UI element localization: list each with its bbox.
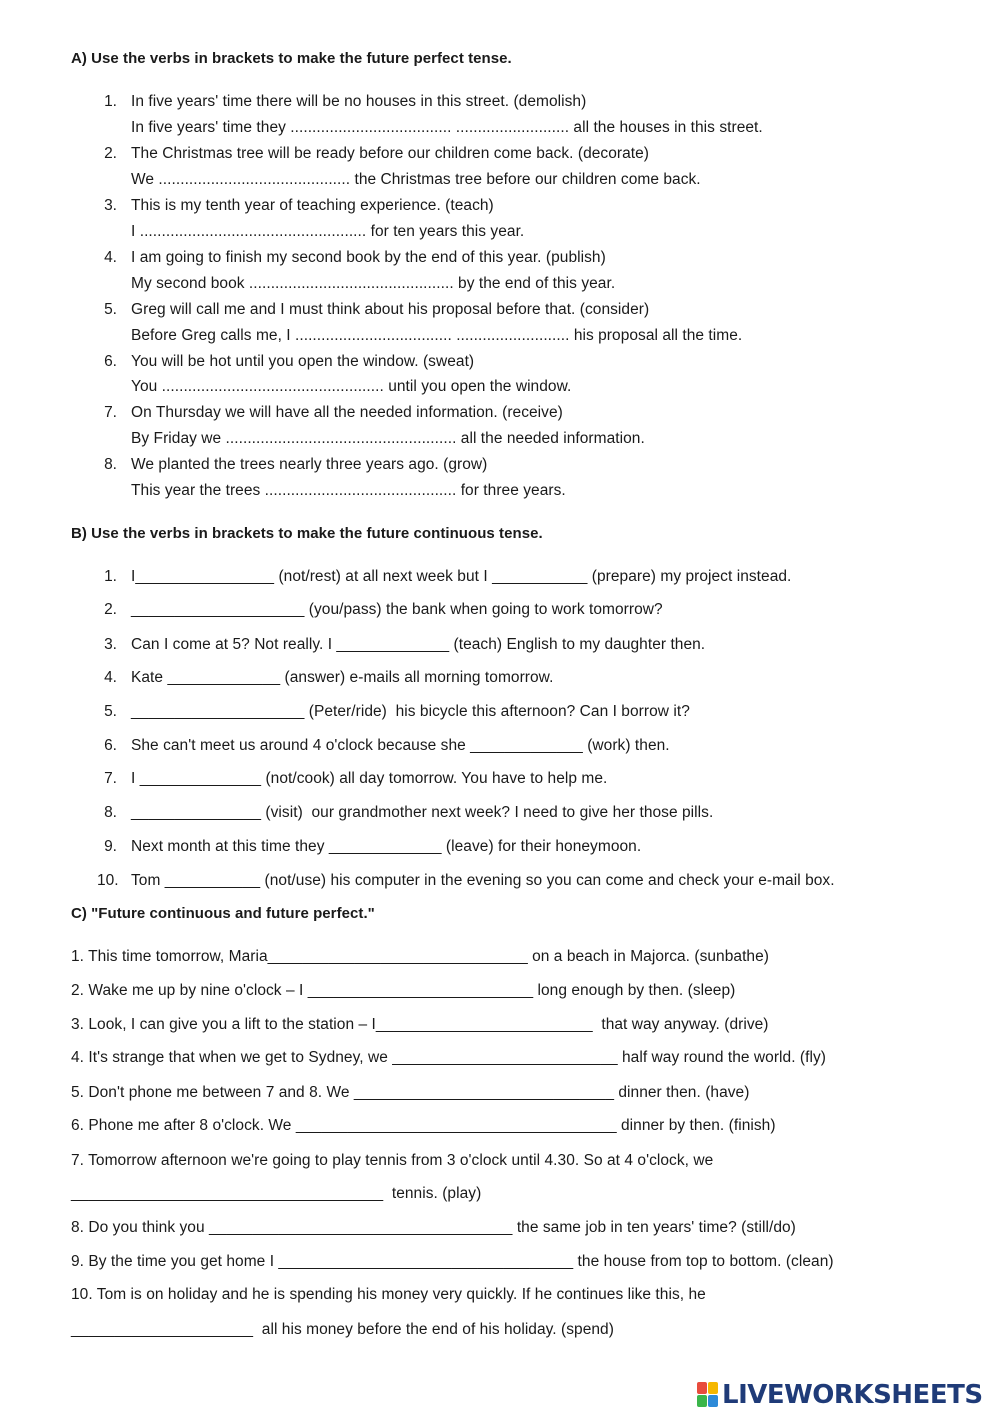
section-a-item-number: 3. — [104, 197, 117, 214]
section-b-item-text[interactable]: _______________ (visit) our grandmother next week? I need to give her those pills. — [131, 804, 714, 821]
section-b-item-number: 7. — [104, 770, 117, 787]
section-a-item-number: 4. — [104, 249, 117, 266]
section-b-item-number: 1. — [104, 568, 117, 585]
section-a-item-sentence: You will be hot until you open the window. (sweat) — [131, 353, 475, 370]
section-b-item-text[interactable]: I________________ (not/rest) at all next week but I ___________ (prepare) my project instead. — [131, 568, 792, 585]
section-c-line[interactable]: 2. Wake me up by nine o'clock – I __________________________ long enough by then. (sleep) — [71, 982, 736, 999]
section-c-line[interactable]: 3. Look, I can give you a lift to the station – I_________________________ that way anyway. (drive) — [71, 1016, 769, 1033]
section-b-item-number: 10. — [97, 872, 119, 889]
section-a-item-answer-line[interactable]: You ................................................... until you open the window. — [131, 378, 572, 395]
section-a-item-sentence: In five years' time there will be no houses in this street. (demolish) — [131, 93, 587, 110]
section-b-item-number: 2. — [104, 601, 117, 618]
section-b-item-text[interactable]: ____________________ (you/pass) the bank when going to work tomorrow? — [131, 601, 663, 618]
section-b-item-text[interactable]: ____________________ (Peter/ride) his bicycle this afternoon? Can I borrow it? — [131, 703, 690, 720]
section-a-item-number: 2. — [104, 145, 117, 162]
section-c-line[interactable]: 5. Don't phone me between 7 and 8. We ______________________________ dinner then. (have) — [71, 1084, 750, 1101]
section-a-item-answer-line[interactable]: We ............................................ the Christmas tree before our children come back. — [131, 171, 701, 188]
section-b-item-number: 5. — [104, 703, 117, 720]
section-c-line[interactable]: 4. It's strange that when we get to Sydney, we __________________________ half way round the world. (fly) — [71, 1049, 827, 1066]
section-c-line: 7. Tomorrow afternoon we're going to play tennis from 3 o'clock until 4.30. So at 4 o'clock, we — [71, 1152, 714, 1169]
section-b-item-text[interactable]: Next month at this time they _____________ (leave) for their honeymoon. — [131, 838, 642, 855]
section-c-line: 10. Tom is on holiday and he is spending his money very quickly. If he continues like this, he — [71, 1286, 706, 1303]
liveworksheets-logo-text: LIVEWORKSHEETS — [722, 1380, 983, 1410]
section-b-heading: B) Use the verbs in brackets to make the future continuous tense. — [71, 525, 543, 542]
section-a-item-number: 7. — [104, 404, 117, 421]
section-b-item-text[interactable]: She can't meet us around 4 o'clock because she _____________ (work) then. — [131, 737, 670, 754]
section-c-line[interactable]: 1. This time tomorrow, Maria______________________________ on a beach in Majorca. (sunbathe) — [71, 948, 769, 965]
section-b-item-text[interactable]: Can I come at 5? Not really. I _____________ (teach) English to my daughter then. — [131, 636, 706, 653]
section-a-item-number: 5. — [104, 301, 117, 318]
section-b-item-number: 6. — [104, 737, 117, 754]
liveworksheets-logo-icon — [697, 1382, 719, 1408]
section-b-item-text[interactable]: I ______________ (not/cook) all day tomorrow. You have to help me. — [131, 770, 608, 787]
section-c-line[interactable]: 9. By the time you get home I __________________________________ the house from top to bottom. (clean) — [71, 1253, 834, 1270]
section-a-item-answer-line[interactable]: I .................................................... for ten years this year. — [131, 223, 525, 240]
section-b-item-text[interactable]: Tom ___________ (not/use) his computer in the evening so you can come and check your e-mail box. — [131, 872, 835, 889]
section-a-item-sentence: The Christmas tree will be ready before our children come back. (decorate) — [131, 145, 650, 162]
section-a-item-number: 1. — [104, 93, 117, 110]
section-a-item-answer-line[interactable]: This year the trees ............................................ for three years. — [131, 482, 566, 499]
section-b-item-number: 4. — [104, 669, 117, 686]
section-b-item-number: 8. — [104, 804, 117, 821]
section-a-item-answer-line[interactable]: Before Greg calls me, I .................................... .......................... his proposal all the time. — [131, 327, 743, 344]
section-b-item-text[interactable]: Kate _____________ (answer) e-mails all morning tomorrow. — [131, 669, 554, 686]
section-a-item-sentence: This is my tenth year of teaching experience. (teach) — [131, 197, 494, 214]
section-b-item-number: 9. — [104, 838, 117, 855]
section-c-line[interactable]: _____________________ all his money before the end of his holiday. (spend) — [71, 1321, 614, 1338]
section-c-line[interactable]: 8. Do you think you ___________________________________ the same job in ten years' time? (still/do) — [71, 1219, 796, 1236]
section-a-item-answer-line[interactable]: By Friday we ..................................................... all the needed information. — [131, 430, 645, 447]
section-a-item-sentence: Greg will call me and I must think about his proposal before that. (consider) — [131, 301, 650, 318]
section-c-heading: C) "Future continuous and future perfect." — [71, 905, 375, 922]
section-a-item-sentence: On Thursday we will have all the needed information. (receive) — [131, 404, 563, 421]
liveworksheets-logo — [697, 1377, 997, 1413]
section-c-line[interactable]: ____________________________________ tennis. (play) — [71, 1185, 482, 1202]
section-a-item-answer-line[interactable]: In five years' time they ..................................... .......................... all the houses in this street. — [131, 119, 763, 136]
section-a-item-number: 6. — [104, 353, 117, 370]
section-a-item-sentence: We planted the trees nearly three years ago. (grow) — [131, 456, 488, 473]
section-a-item-sentence: I am going to finish my second book by the end of this year. (publish) — [131, 249, 606, 266]
section-b-item-number: 3. — [104, 636, 117, 653]
section-a-heading: A) Use the verbs in brackets to make the future perfect tense. — [71, 50, 512, 67]
section-a-item-answer-line[interactable]: My second book ............................................... by the end of this year. — [131, 275, 616, 292]
section-c-line[interactable]: 6. Phone me after 8 o'clock. We _____________________________________ dinner by then. (finish) — [71, 1117, 776, 1134]
section-a-item-number: 8. — [104, 456, 117, 473]
